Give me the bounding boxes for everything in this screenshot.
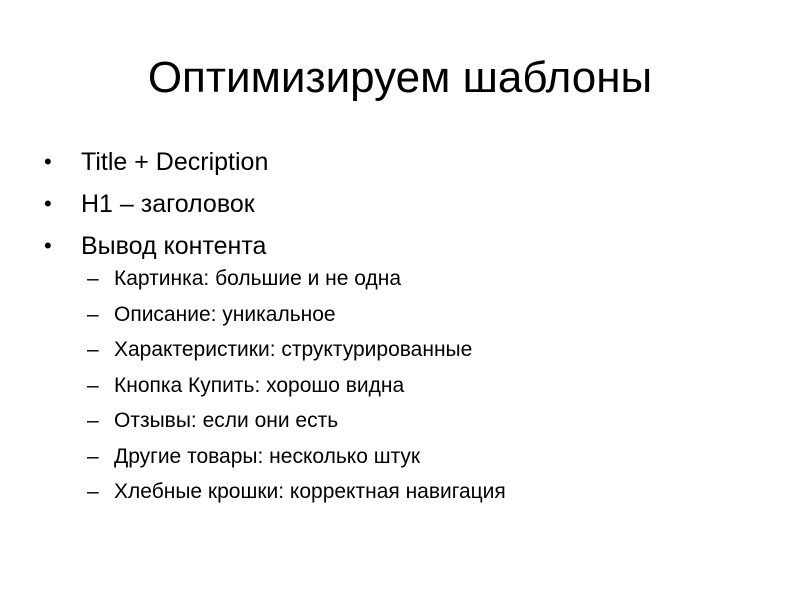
sub-bullet-text: Кнопка Купить: хорошо видна [114, 373, 405, 397]
sub-bullet-item [87, 408, 506, 434]
bullet-marker: • [44, 149, 52, 174]
sub-bullet-marker: – [87, 409, 99, 432]
sub-bullet-marker: – [87, 444, 99, 468]
sub-bullet-marker: – [87, 338, 99, 361]
slide-title: Оптимизируем шаблоны [147, 53, 653, 102]
sub-bullet-marker: – [87, 302, 99, 326]
sub-bullet-text: Хлебные крошки: корректная навигация [114, 480, 506, 503]
bullet-item-title-description [44, 147, 506, 177]
sub-bullet-text: Характеристики: структурированные [114, 338, 473, 361]
sub-bullet-item [87, 373, 506, 399]
bullet-marker: • [44, 233, 52, 258]
sub-bullet-item [87, 337, 506, 363]
sub-bullet-marker: – [87, 373, 99, 397]
sub-bullet-text: Картинка: большие и не одна [114, 267, 402, 290]
bullet-text: Вывод контента [81, 232, 267, 260]
sub-bullet-text: Другие товары: несколько штук [114, 444, 421, 468]
sub-bullet-text: Отзывы: если они есть [114, 409, 339, 432]
sub-bullet-item [87, 302, 506, 328]
sub-bullet-marker: – [87, 480, 99, 503]
bullet-marker: • [44, 191, 52, 216]
bullet-item-content-output [44, 231, 506, 505]
sub-bullet-list [81, 266, 506, 505]
sub-bullet-marker: – [87, 267, 99, 290]
bullet-item-h1 [44, 189, 506, 219]
sub-bullet-item [87, 266, 506, 292]
sub-bullet-text: Описание: уникальное [114, 302, 336, 326]
bullet-text: H1 – заголовок [81, 190, 255, 218]
sub-bullet-item [87, 479, 506, 505]
bullet-text: Title + Decription [81, 148, 269, 176]
sub-bullet-item [87, 444, 506, 470]
bullet-list [44, 147, 506, 517]
